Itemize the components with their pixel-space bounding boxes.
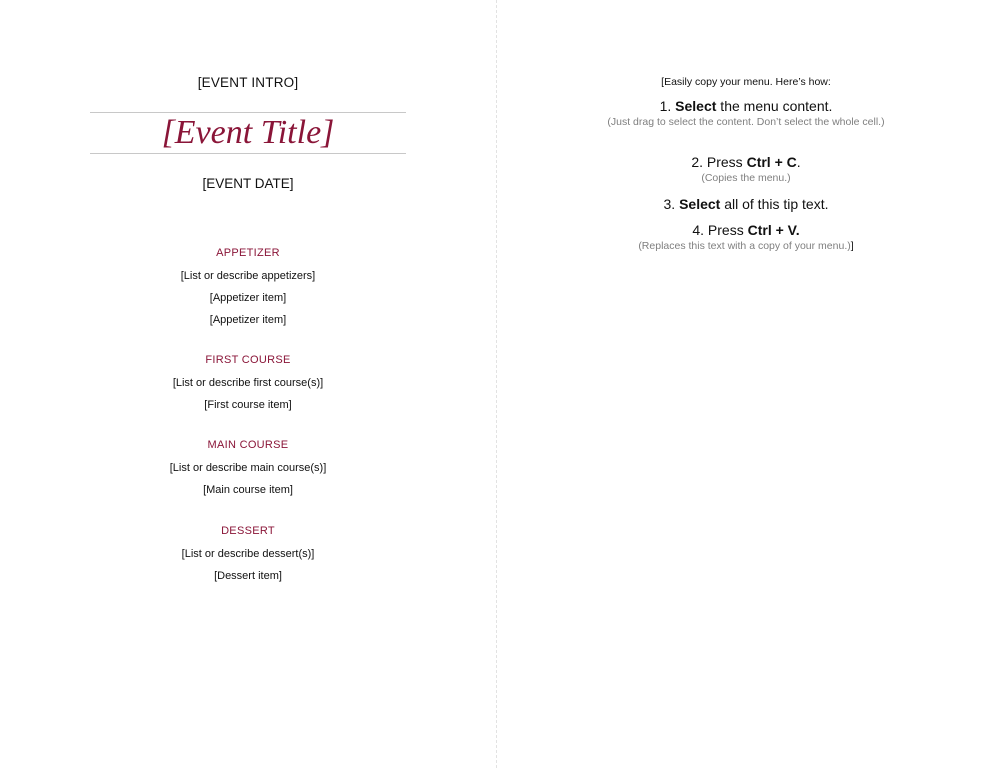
tip-step-1 <box>602 97 890 129</box>
event-date[interactable]: [EVENT DATE] <box>202 176 294 191</box>
tip-step-text[interactable] <box>602 97 890 115</box>
section-main-course <box>90 437 406 505</box>
menu-line[interactable]: [List or describe first course(s)] <box>172 377 324 389</box>
tip-step-text[interactable] <box>602 153 890 171</box>
step-prefix: 4. Press <box>692 222 748 238</box>
menu-line[interactable]: [Appetizer item] <box>209 292 287 304</box>
menu-line[interactable]: [First course item] <box>204 399 292 411</box>
section-first-course <box>90 352 406 420</box>
tip-step-text[interactable] <box>602 221 890 239</box>
step-suffix: all of this tip text. <box>720 196 829 212</box>
tip-step-4 <box>602 221 890 253</box>
menu-line[interactable]: [List or describe appetizers] <box>180 270 316 282</box>
closing-bracket: ] <box>850 240 854 252</box>
event-title[interactable]: [Event Title] <box>161 114 335 151</box>
tip-note[interactable]: (Copies the menu.) <box>701 172 791 184</box>
step-bold: Select <box>679 196 721 212</box>
page-divider <box>496 0 497 768</box>
step-prefix: 3. <box>663 196 680 212</box>
tip-note[interactable] <box>602 239 890 253</box>
section-dessert <box>90 523 406 591</box>
menu-line[interactable]: [Dessert item] <box>214 570 282 582</box>
step-suffix: the menu content. <box>716 98 833 114</box>
menu-line[interactable]: [Main course item] <box>203 484 293 496</box>
step-prefix: 2. Press <box>691 154 747 170</box>
step-suffix: . <box>796 154 801 170</box>
step-bold: Ctrl + C <box>746 154 797 170</box>
section-heading[interactable]: FIRST COURSE <box>205 354 291 366</box>
tip-intro[interactable]: [Easily copy your menu. Here’s how: <box>661 76 831 88</box>
tip-note-text: (Replaces this text with a copy of your menu.) <box>638 240 851 252</box>
step-prefix: 1. <box>659 98 676 114</box>
section-heading[interactable]: APPETIZER <box>216 247 280 259</box>
tip-step-3 <box>602 195 890 213</box>
step-bold: Ctrl + V. <box>747 222 800 238</box>
menu-line[interactable]: [List or describe dessert(s)] <box>181 548 315 560</box>
section-heading[interactable]: DESSERT <box>221 525 275 537</box>
tip-step-2 <box>602 153 890 185</box>
section-appetizer <box>90 245 406 335</box>
title-bottom-rule <box>90 153 406 154</box>
menu-line[interactable]: [List or describe main course(s)] <box>169 462 327 474</box>
step-bold: Select <box>675 98 717 114</box>
event-intro[interactable]: [EVENT INTRO] <box>197 75 299 90</box>
menu-line[interactable]: [Appetizer item] <box>209 314 287 326</box>
section-heading[interactable]: MAIN COURSE <box>207 439 289 451</box>
tip-note[interactable]: (Just drag to select the content. Don’t select the whole cell.) <box>607 116 885 128</box>
tip-step-text[interactable] <box>602 195 890 213</box>
